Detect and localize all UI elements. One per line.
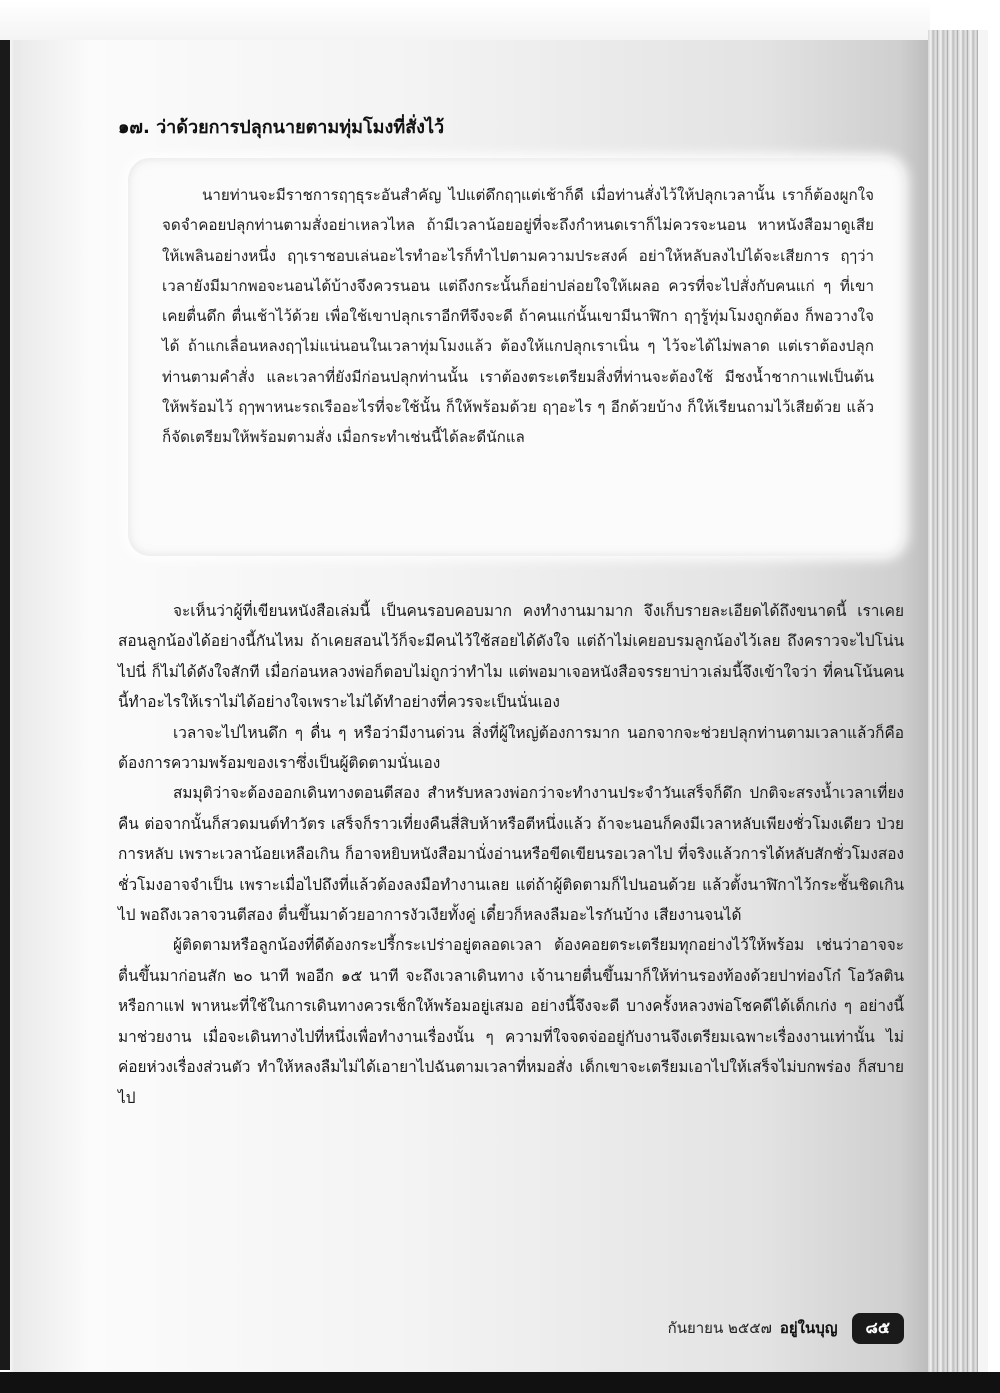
body-text (118, 596, 904, 1113)
page-number: ๘๕ (852, 1313, 904, 1344)
quote-paragraph: นายท่านจะมีราชการฤๅธุระอันสำคัญ ไปแต่ดึกฤๅแต่เช้าก็ดี เมื่อท่านสั่งไว้ให้ปลุกเวลานั้น เราก็ต้องผูกใจจดจำคอยปลุกท่านตามสั่งอย่าเหลวไหล ถ้ามีเวลาน้อยอยู่ที่จะถึงกำหนดเราก็ไม่ควรจะนอน หาหนังสือมาดูเสียให้เพลินอย่างหนึ่ง ฤๅเราชอบเล่นอะไรทำอะไรก็ทำไปตามความประสงค์ อย่าให้หลับลงไปได้จะเสียการ ฤๅว่าเวลายังมีมากพอจะนอนได้บ้างจึงควรนอน แต่ถึงกระนั้นก็อย่าปล่อยใจให้เผลอ ควรที่จะไปสั่งกับคนแก่ ๆ ที่เขาเคยตื่นดึก ตื่นเช้าไว้ด้วย เพื่อใช้เขาปลุกเราอีกทีจึงจะดี ถ้าคนแก่นั้นเขามีนาฬิกา ฤๅรู้ทุ่มโมงถูกต้อง ก็พอวางใจได้ ถ้าแกเลื่อนหลงฤๅไม่แน่นอนในเวลาทุ่มโมงแล้ว ต้องให้แกปลุกเราเนิ่น ๆ ไว้จะได้ไม่พลาด แต่เราต้องปลุกท่านตามคำสั่ง และเวลาที่ยังมีก่อนปลุกท่านนั้น เราต้องตระเตรียมสิ่งที่ท่านจะต้องใช้ มีชงน้ำชากาแฟเป็นต้น ให้พร้อมไว้ ฤๅพาหนะรถเรืออะไรที่จะใช้นั้น ก็ให้พร้อมด้วย ฤๅอะไร ๆ อีกด้วยบ้าง ก็ให้เรียนถามไว้เสียด้วย แล้วก็จัดเตรียมให้พร้อมตามสั่ง เมื่อกระทำเช่นนี้ได้ละดีนักแล (162, 186, 874, 447)
body-paragraph: ผู้ติดตามหรือลูกน้องที่ดีต้องกระปรี้กระเปร่าอยู่ตลอดเวลา ต้องคอยตระเตรียมทุกอย่างไว้ให้พร้อม เช่นว่าอาจจะตื่นขึ้นมาก่อนสัก ๒๐ นาที พออีก ๑๕ นาที จะถึงเวลาเดินทาง เจ้านายตื่นขึ้นมาก็ให้ท่านรองท้องด้วยปาท่องโก๋ โอวัลตินหรือกาแฟ พาหนะที่ใช้ในการเดินทางควรเช็กให้พร้อมอยู่เสมอ อย่างนี้จึงจะดี บางครั้งหลวงพ่อโชคดีได้เด็กเก่ง ๆ อย่างนี้มาช่วยงาน เมื่อจะเดินทางไปที่หนึ่งเพื่อทำงานเรื่องนั้น ๆ ความที่ใจจดจ่ออยู่กับงานจึงเตรียมเฉพาะเรื่องงานเท่านั้น ไม่ค่อยห่วงเรื่องส่วนตัว ทำให้หลงลืมไม่ได้เอายาไปฉันตามเวลาที่หมอสั่ง เด็กเขาจะเตรียมเอาไปให้เสร็จไม่บกพร่อง ก็สบายไป (118, 936, 904, 1107)
page-top-margin (0, 0, 930, 40)
page-bottom-edge (0, 1372, 1000, 1393)
quote-box (128, 158, 904, 556)
book-page-edges (928, 30, 988, 1375)
body-paragraph: สมมุติว่าจะต้องออกเดินทางตอนตีสอง สำหรับหลวงพ่อกว่าจะทำงานประจำวันเสร็จก็ดึก ปกติจะสรงน้ำเวลาเที่ยงคืน ต่อจากนั้นก็สวดมนต์ทำวัตร เสร็จก็ราวเที่ยงคืนสี่สิบห้าหรือตีหนึ่งแล้ว ถ้าจะนอนก็คงมีเวลาหลับเพียงชั่วโมงเดียว ป่วยการหลับ เพราะเวลาน้อยเหลือเกิน ก็อาจหยิบหนังสือมานั่งอ่านหรือขีดเขียนรอเวลาไป ที่จริงแล้วการได้หลับสักชั่วโมงสองชั่วโมงอาจจำเป็น เพราะเมื่อไปถึงที่แล้วต้องลงมือทำงานเลย แต่ถ้าผู้ติดตามก็ไปนอนด้วย แล้วตั้งนาฬิกาไว้กระชั้นชิดเกินไป พอถึงเวลาจวนตีสอง ตื่นขึ้นมาด้วยอาการงัวเงียทั้งคู่ เดี๋ยวก็หลงลืมอะไรกันบ้าง เสียงานจนได้ (118, 784, 904, 925)
body-paragraph: จะเห็นว่าผู้ที่เขียนหนังสือเล่มนี้ เป็นคนรอบคอบมาก คงทำงานมามาก จึงเก็บรายละเอียดได้ถึงขนาดนี้ เราเคยสอนลูกน้องได้อย่างนี้กันไหม ถ้าเคยสอนไว้ก็จะมีคนไว้ใช้สอยได้ดังใจ แต่ถ้าไม่เคยอบรมลูกน้องไว้เลย ถึงคราวจะไปโน่นไปนี่ ก็ไม่ได้ดังใจสักที เมื่อก่อนหลวงพ่อก็ตอบไม่ถูกว่าทำไม แต่พอมาเจอหนังสือจรรยาบ่าวเล่มนี้จึงเข้าใจว่า ที่คนโน้นคนนี้ทำอะไรให้เราไม่ได้อย่างใจเพราะไม่ได้ทำอย่างที่ควรจะเป็นนั่นเอง (118, 602, 904, 712)
page-left-edge (0, 40, 10, 1370)
magazine-name: อยู่ในบุญ (779, 1319, 838, 1337)
issue-date: กันยายน ๒๕๕๗ (667, 1319, 772, 1337)
page-footer (560, 1312, 904, 1344)
section-heading: ๑๗. ว่าด้วยการปลุกนายตามทุ่มโมงที่สั่งไว้ (118, 117, 445, 138)
body-paragraph: เวลาจะไปไหนดึก ๆ ดื่น ๆ หรือว่ามีงานด่วน สิ่งที่ผู้ใหญ่ต้องการมาก นอกจากจะช่วยปลุกท่านตามเวลาแล้วก็คือ ต้องการความพร้อมของเราซึ่งเป็นผู้ติดตามนั่นเอง (118, 723, 904, 773)
